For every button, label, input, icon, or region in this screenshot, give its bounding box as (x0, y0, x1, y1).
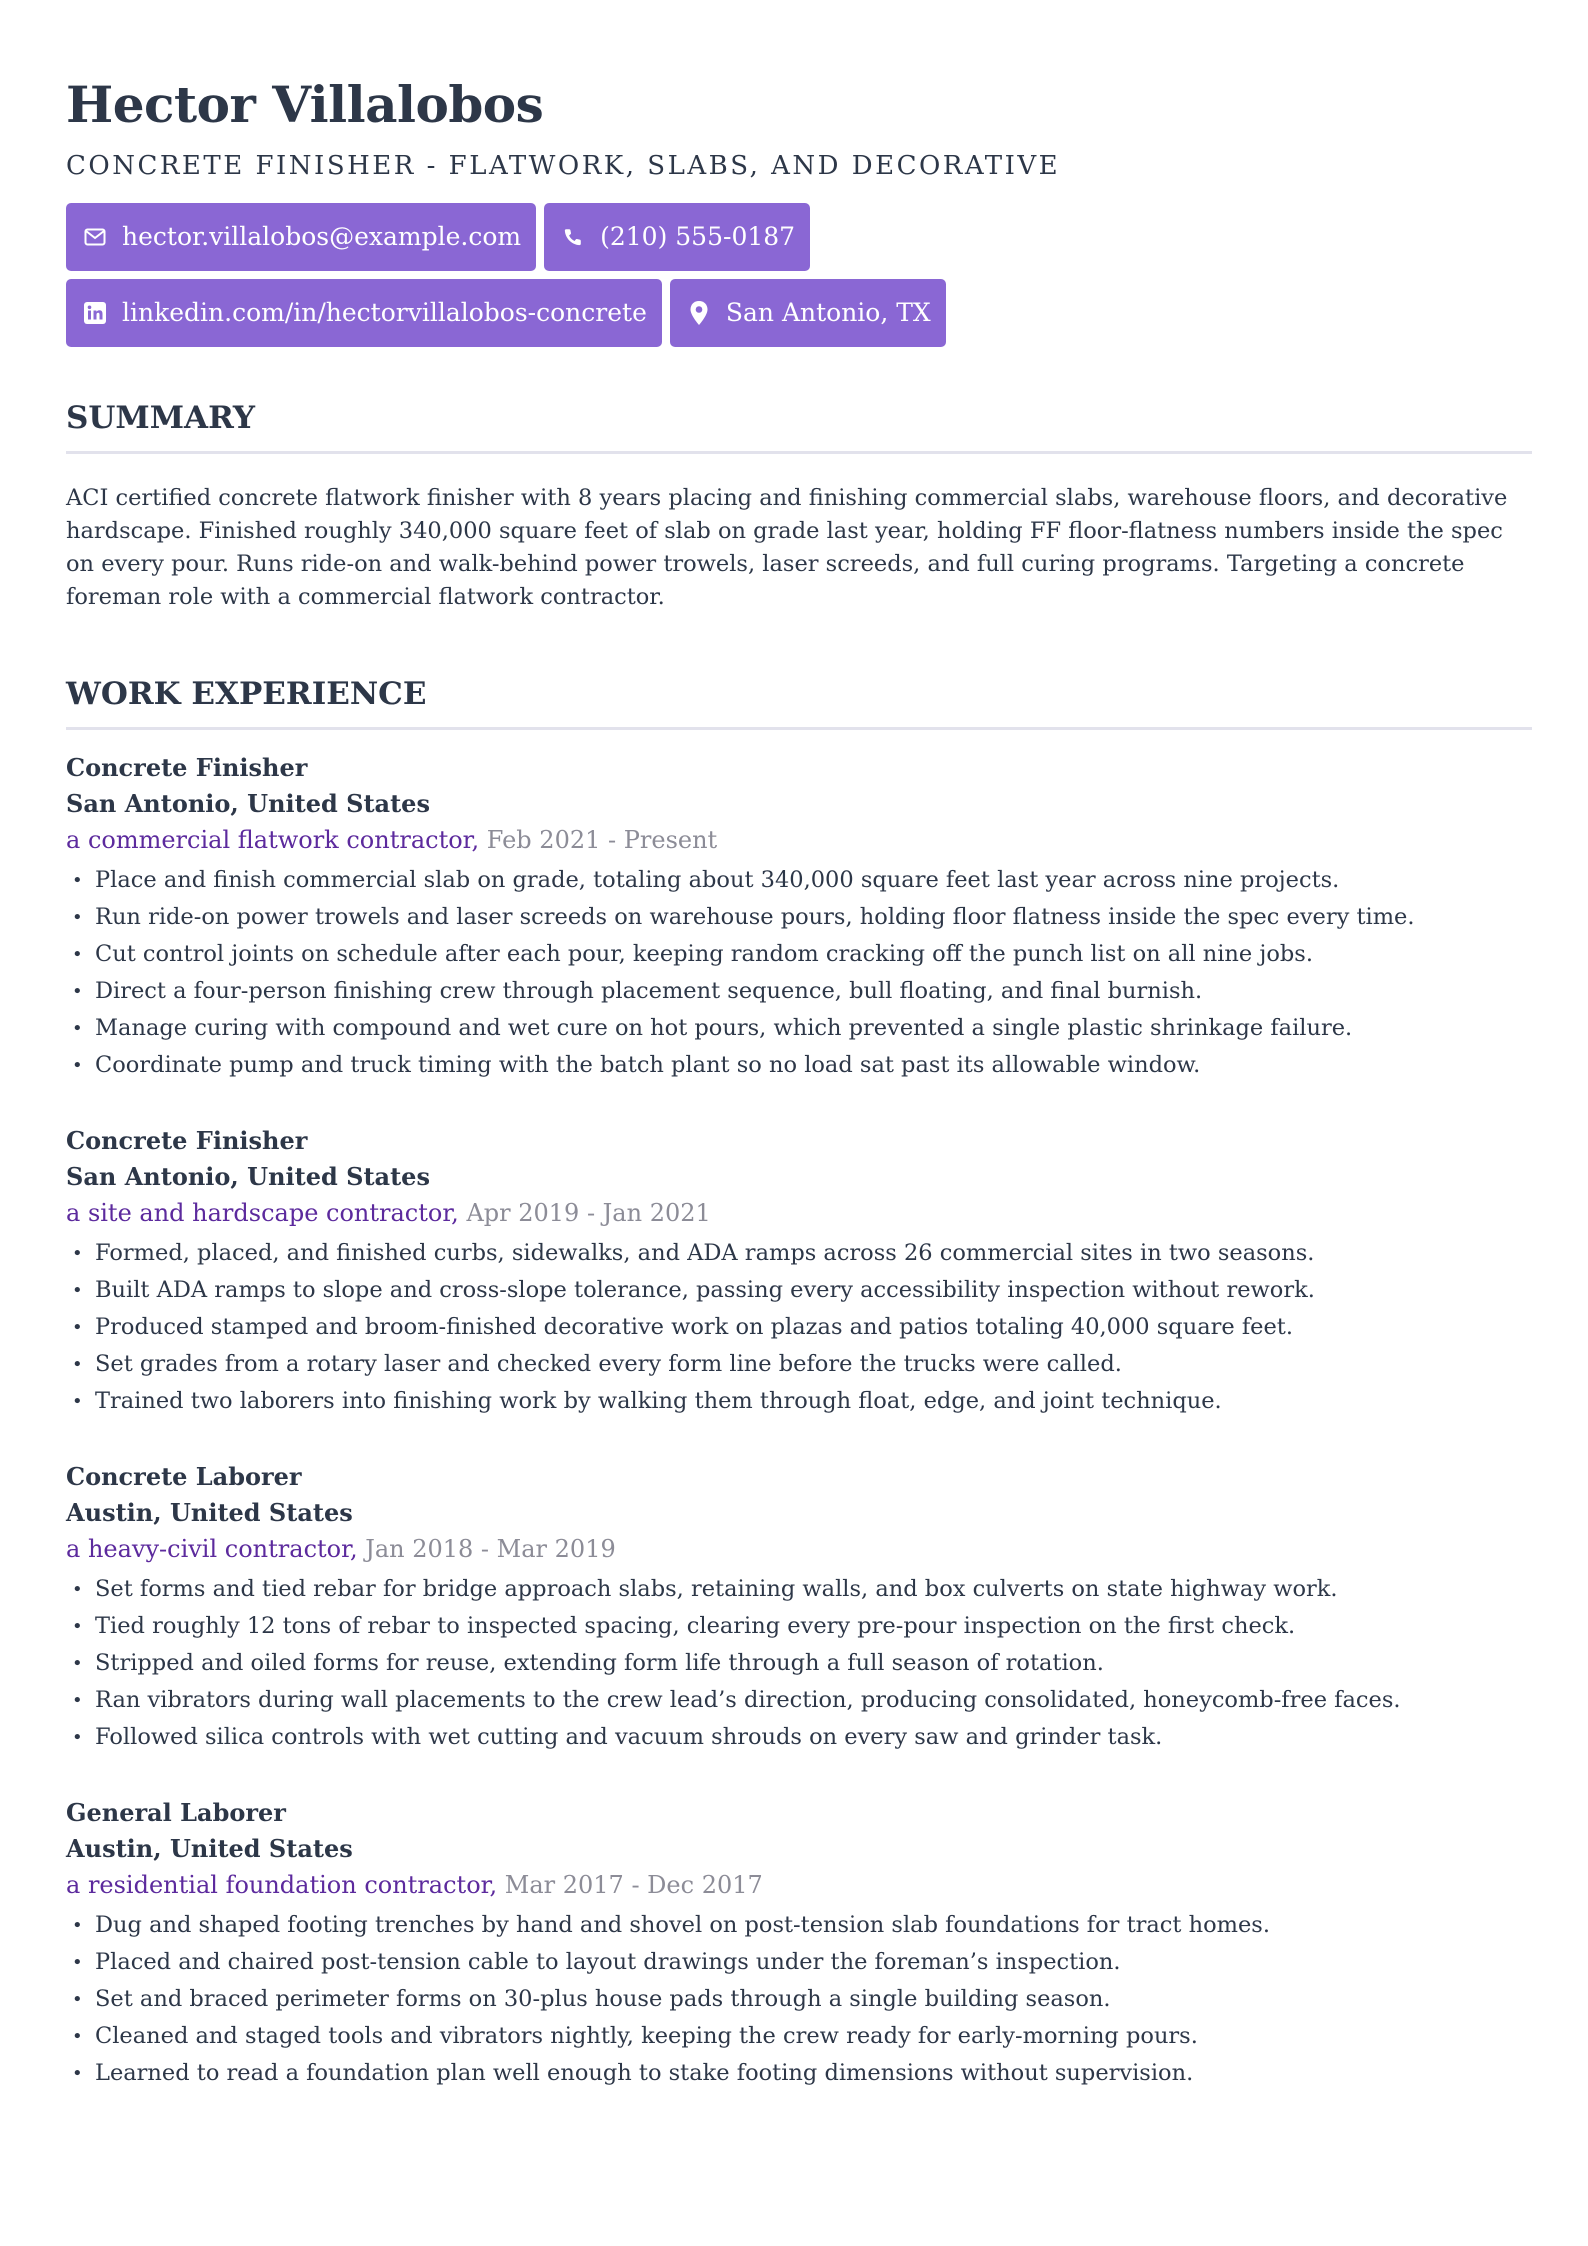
bullet-item: • Run ride-on power trowels and laser screeds on warehouse pours, holding floor flatness inside the spec every time. (66, 899, 1532, 936)
job-entry (66, 1459, 1532, 1756)
job-bullets (66, 1235, 1532, 1420)
bullet-item: • Built ADA ramps to slope and cross-slope tolerance, passing every accessibility inspection without rework. (66, 1272, 1532, 1309)
bullet-item: • Cut control joints on schedule after each pour, keeping random cracking off the punch list on all nine jobs. (66, 936, 1532, 973)
bullet-item: • Dug and shaped footing trenches by hand and shovel on post-tension slab foundations for tract homes. (66, 1907, 1532, 1944)
contact-list (66, 203, 1066, 347)
job-dates: Jan 2018 - Mar 2019 (365, 1534, 616, 1563)
job-title: Concrete Laborer (66, 1461, 302, 1491)
job-bullets (66, 862, 1532, 1084)
candidate-name: Hector Villalobos (66, 75, 544, 134)
job-location: Austin, United States (66, 1833, 353, 1863)
job-title: General Laborer (66, 1797, 286, 1827)
mail-icon (82, 224, 108, 250)
job-entry (66, 750, 1532, 1084)
job-org: a commercial flatwork contractor (66, 825, 472, 854)
linkedin-chip[interactable] (66, 279, 662, 347)
summary-text: ACI certified concrete flatwork finisher with 8 years placing and finishing commercial slabs, warehouse floors, and decorative hardscape. Finished roughly 340,000 square feet of slab on grade last year, holding FF floor-flatness numbers inside the spec on every pour. Runs ride-on and walk-behind power trowels, laser screeds, and full curing programs. Targeting a concrete foreman role with a commercial flatwork contractor. (66, 484, 1508, 610)
job-entry (66, 1123, 1532, 1420)
bullet-item: • Followed silica controls with wet cutting and vacuum shrouds on every saw and grinder task. (66, 1719, 1532, 1756)
bullet-item: • Produced stamped and broom-finished decorative work on plazas and patios totaling 40,000 square feet. (66, 1309, 1532, 1346)
job-org-line: a heavy-civil contractor, Jan 2018 - Mar 2019 (66, 1534, 616, 1563)
phone-icon (560, 224, 586, 250)
summary-section (66, 399, 1532, 614)
location-chip (670, 279, 946, 347)
job-title: Concrete Finisher (66, 752, 308, 782)
phone-text: (210) 555-0187 (600, 222, 796, 252)
phone-chip[interactable] (544, 203, 810, 271)
bullet-item: • Set and braced perimeter forms on 30-plus house pads through a single building season. (66, 1981, 1532, 2018)
email-chip[interactable] (66, 203, 536, 271)
resume-page (66, 75, 1532, 2092)
work-experience-heading: WORK EXPERIENCE (66, 675, 427, 712)
job-title: Concrete Finisher (66, 1125, 308, 1155)
bullet-item: • Manage curing with compound and wet cure on hot pours, which prevented a single plastic shrinkage failure. (66, 1010, 1532, 1047)
candidate-headline: CONCRETE FINISHER - FLATWORK, SLABS, AND DECORATIVE (66, 151, 1061, 181)
bullet-item: • Set forms and tied rebar for bridge approach slabs, retaining walls, and box culverts on state highway work. (66, 1571, 1532, 1608)
bullet-item: • Coordinate pump and truck timing with the batch plant so no load sat past its allowable window. (66, 1047, 1532, 1084)
job-org: a heavy-civil contractor (66, 1534, 350, 1563)
linkedin-icon (82, 300, 108, 326)
bullet-item: • Stripped and oiled forms for reuse, extending form life through a full season of rotation. (66, 1645, 1532, 1682)
section-divider (66, 727, 1532, 730)
job-org-line: a residential foundation contractor, Mar 2017 - Dec 2017 (66, 1870, 763, 1899)
bullet-item: • Trained two laborers into finishing work by walking them through float, edge, and joint technique. (66, 1383, 1532, 1420)
bullet-item: • Ran vibrators during wall placements to the crew lead’s direction, producing consolidated, honeycomb-free faces. (66, 1682, 1532, 1719)
bullet-item: • Learned to read a foundation plan well enough to stake footing dimensions without supervision. (66, 2055, 1532, 2092)
section-divider (66, 451, 1532, 454)
linkedin-text: linkedin.com/in/hectorvillalobos-concrete (122, 298, 647, 328)
job-location: Austin, United States (66, 1497, 353, 1527)
job-org-line: a site and hardscape contractor, Apr 2019 - Jan 2021 (66, 1198, 711, 1227)
job-org: a residential foundation contractor (66, 1870, 490, 1899)
job-bullets (66, 1907, 1532, 2092)
job-org: a site and hardscape contractor (66, 1198, 452, 1227)
email-text: hector.villalobos@example.com (122, 222, 522, 252)
job-dates: Mar 2017 - Dec 2017 (504, 1870, 763, 1899)
job-dates: Feb 2021 - Present (486, 825, 718, 854)
bullet-item: • Set grades from a rotary laser and checked every form line before the trucks were called. (66, 1346, 1532, 1383)
summary-heading: SUMMARY (66, 399, 256, 436)
location-text: San Antonio, TX (725, 298, 931, 328)
location-pin-icon (686, 300, 712, 326)
work-experience-section (66, 675, 1532, 2092)
bullet-item: • Direct a four-person finishing crew through placement sequence, bull floating, and final burnish. (66, 973, 1532, 1010)
bullet-item: • Placed and chaired post-tension cable to layout drawings under the foreman’s inspection. (66, 1944, 1532, 1981)
bullet-item: • Cleaned and staged tools and vibrators nightly, keeping the crew ready for early-morning pours. (66, 2018, 1532, 2055)
job-bullets (66, 1571, 1532, 1756)
bullet-item: • Formed, placed, and finished curbs, sidewalks, and ADA ramps across 26 commercial sites in two seasons. (66, 1235, 1532, 1272)
job-entry (66, 1795, 1532, 2092)
job-location: San Antonio, United States (66, 788, 430, 818)
bullet-item: • Tied roughly 12 tons of rebar to inspected spacing, clearing every pre-pour inspection on the first check. (66, 1608, 1532, 1645)
bullet-item: • Place and finish commercial slab on grade, totaling about 340,000 square feet last year across nine projects. (66, 862, 1532, 899)
job-location: San Antonio, United States (66, 1161, 430, 1191)
job-dates: Apr 2019 - Jan 2021 (466, 1198, 711, 1227)
job-org-line: a commercial flatwork contractor, Feb 2021 - Present (66, 825, 718, 854)
